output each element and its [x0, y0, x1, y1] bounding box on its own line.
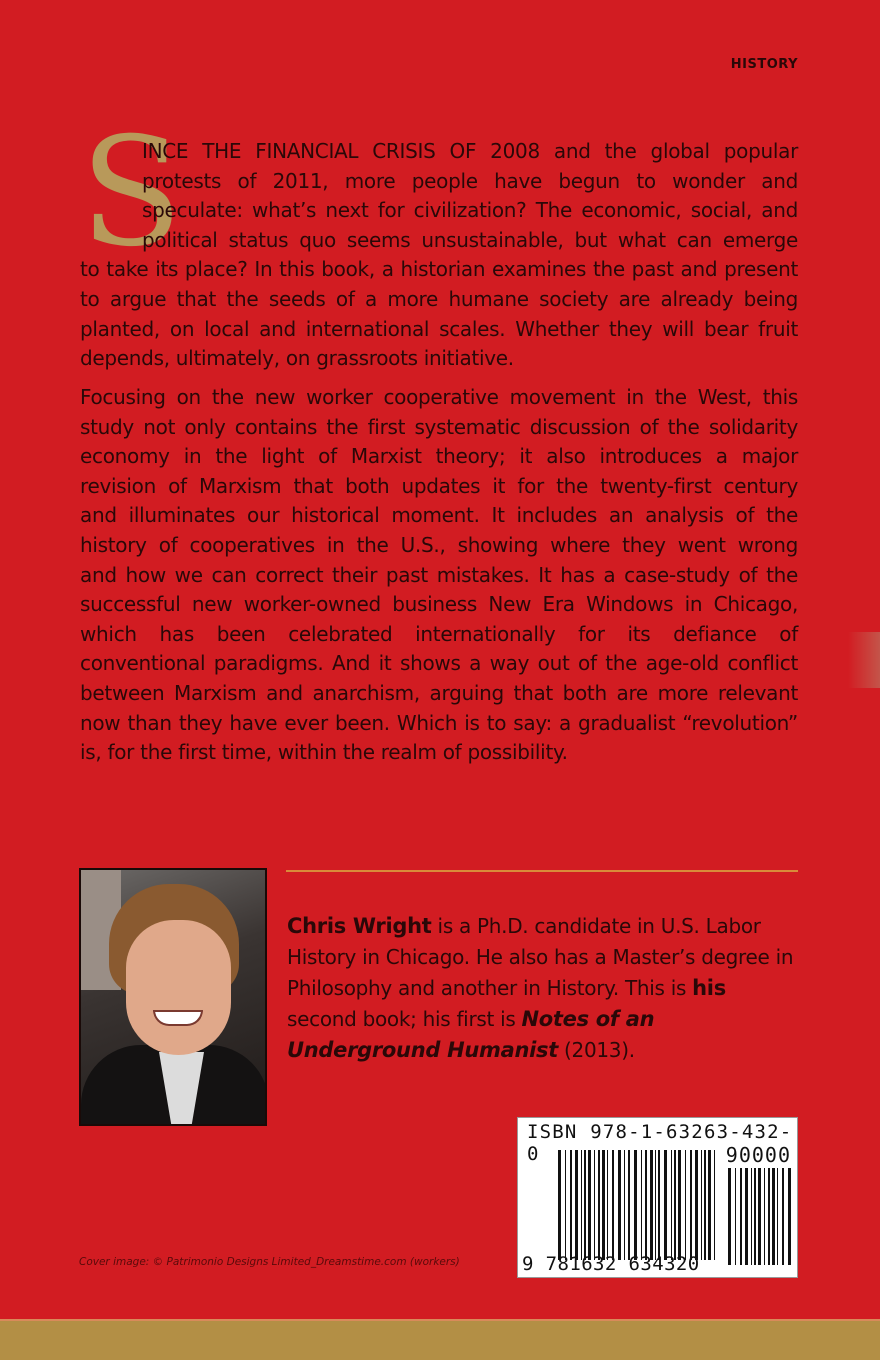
- barcode-bar: [714, 1150, 715, 1260]
- barcode-bar: [777, 1168, 778, 1265]
- text-line: political status quo seems unsustainable, but what can emerge: [142, 227, 798, 252]
- addon-barcode-bars: [728, 1168, 792, 1265]
- isbn-text: ISBN 978-1-63263-432-0: [527, 1121, 793, 1165]
- isbn-barcode: [517, 1117, 798, 1278]
- barcode-bar: [701, 1150, 702, 1260]
- barcode-bar: [624, 1150, 625, 1260]
- author-name: Chris Wright: [287, 914, 432, 938]
- text-line: which has been celebrated internationally for its defiance of: [80, 621, 798, 646]
- barcode-bar: [612, 1150, 614, 1260]
- category-label: HISTORY: [730, 57, 798, 72]
- blurb-paragraph-1: [80, 137, 798, 374]
- barcode-bar: [764, 1168, 765, 1265]
- barcode-bar: [634, 1150, 637, 1260]
- barcode-bar: [745, 1168, 748, 1265]
- drop-cap: S: [80, 106, 183, 280]
- text-line: and how we can correct their past mistakes. It has a case-study of the: [80, 562, 798, 587]
- text-line: study not only contains the first systematic discussion of the solidarity: [80, 414, 798, 439]
- barcode-bars: [558, 1150, 718, 1260]
- barcode-bar: [674, 1150, 676, 1260]
- barcode-bar: [650, 1150, 653, 1260]
- barcode-bar: [695, 1150, 698, 1260]
- text-line: INCE THE FINANCIAL CRISIS OF 2008 and the global popular: [142, 139, 798, 163]
- barcode-bar: [598, 1150, 600, 1260]
- barcode-bar: [758, 1168, 761, 1265]
- barcode-bar: [618, 1150, 621, 1260]
- barcode-bar: [768, 1168, 770, 1265]
- price-code: 90000: [725, 1143, 791, 1167]
- text-line: now than they have ever been. Which is to say: a gradualist “revolution”: [80, 710, 798, 735]
- barcode-bar: [751, 1168, 752, 1265]
- author-bio: Chris Wright is a Ph.D. candidate in U.S. Labor History in Chicago. He also has a Master’s degree in Philosophy and another in History. This is his second book; his first is Notes of an Underground Humanist (2013).: [287, 914, 794, 1062]
- barcode-bar: [645, 1150, 647, 1260]
- barcode-bar: [588, 1150, 591, 1260]
- ean-number: 9 781632 634320: [522, 1253, 700, 1275]
- barcode-bar: [658, 1150, 660, 1260]
- barcode-bar: [584, 1150, 586, 1260]
- barcode-bar: [575, 1150, 578, 1260]
- barcode-bar: [628, 1150, 630, 1260]
- text-line: conventional paradigms. And it shows a way out of the age-old conflict: [80, 651, 798, 676]
- text-line: revision of Marxism that both updates it for the twenty-first century: [80, 473, 798, 498]
- barcode-bar: [671, 1150, 672, 1260]
- edge-tab: [848, 632, 880, 688]
- barcode-bar: [602, 1150, 605, 1260]
- text-line: is, for the first time, within the realm of possibility.: [80, 740, 568, 765]
- barcode-bar: [735, 1168, 736, 1265]
- text-line: protests of 2011, more people have begun to wonder and: [142, 168, 798, 193]
- text-line: depends, ultimately, on grassroots initiative.: [80, 346, 514, 371]
- bottom-band: [0, 1319, 880, 1360]
- book-title: Notes of an Underground Humanist: [287, 1007, 655, 1062]
- text-line: between Marxism and anarchism, arguing that both are more relevant: [80, 680, 798, 705]
- blurb-paragraph-2: [80, 383, 798, 768]
- barcode-bar: [607, 1150, 608, 1260]
- barcode-bar: [690, 1150, 692, 1260]
- barcode-bar: [678, 1150, 681, 1260]
- barcode-bar: [740, 1168, 742, 1265]
- barcode-bar: [565, 1150, 566, 1260]
- barcode-bar: [708, 1150, 711, 1260]
- text-line: speculate: what’s next for civilization? The economic, social, and: [142, 198, 798, 223]
- barcode-bar: [558, 1150, 561, 1260]
- barcode-bar: [704, 1150, 706, 1260]
- text-line: history of cooperatives in the U.S., showing where they went wrong: [80, 532, 798, 557]
- barcode-bar: [655, 1150, 656, 1260]
- barcode-bar: [570, 1150, 572, 1260]
- text-line: to take its place? In this book, a historian examines the past and present: [80, 257, 798, 282]
- barcode-bar: [641, 1150, 642, 1260]
- barcode-bar: [782, 1168, 784, 1265]
- text-line: planted, on local and international scales. Whether they will bear fruit: [80, 316, 798, 341]
- barcode-bar: [754, 1168, 756, 1265]
- text-line: and illuminates our historical moment. It includes an analysis of the: [80, 503, 798, 528]
- barcode-bar: [772, 1168, 775, 1265]
- divider: [286, 870, 798, 872]
- text-line: economy in the light of Marxist theory; it also introduces a major: [80, 444, 798, 469]
- cover-image-credit: Cover image: © Patrimonio Designs Limited_Dreamstime.com (workers): [79, 1256, 460, 1268]
- text-line: successful new worker-owned business New Era Windows in Chicago,: [80, 592, 798, 617]
- barcode-bar: [788, 1168, 791, 1265]
- barcode-bar: [685, 1150, 686, 1260]
- barcode-bar: [664, 1150, 667, 1260]
- barcode-bar: [581, 1150, 582, 1260]
- text-line: Focusing on the new worker cooperative movement in the West, this: [80, 385, 798, 409]
- text-line: to argue that the seeds of a more humane society are already being: [80, 286, 798, 311]
- barcode-bar: [594, 1150, 595, 1260]
- barcode-bar: [728, 1168, 731, 1265]
- author-photo: [79, 868, 267, 1126]
